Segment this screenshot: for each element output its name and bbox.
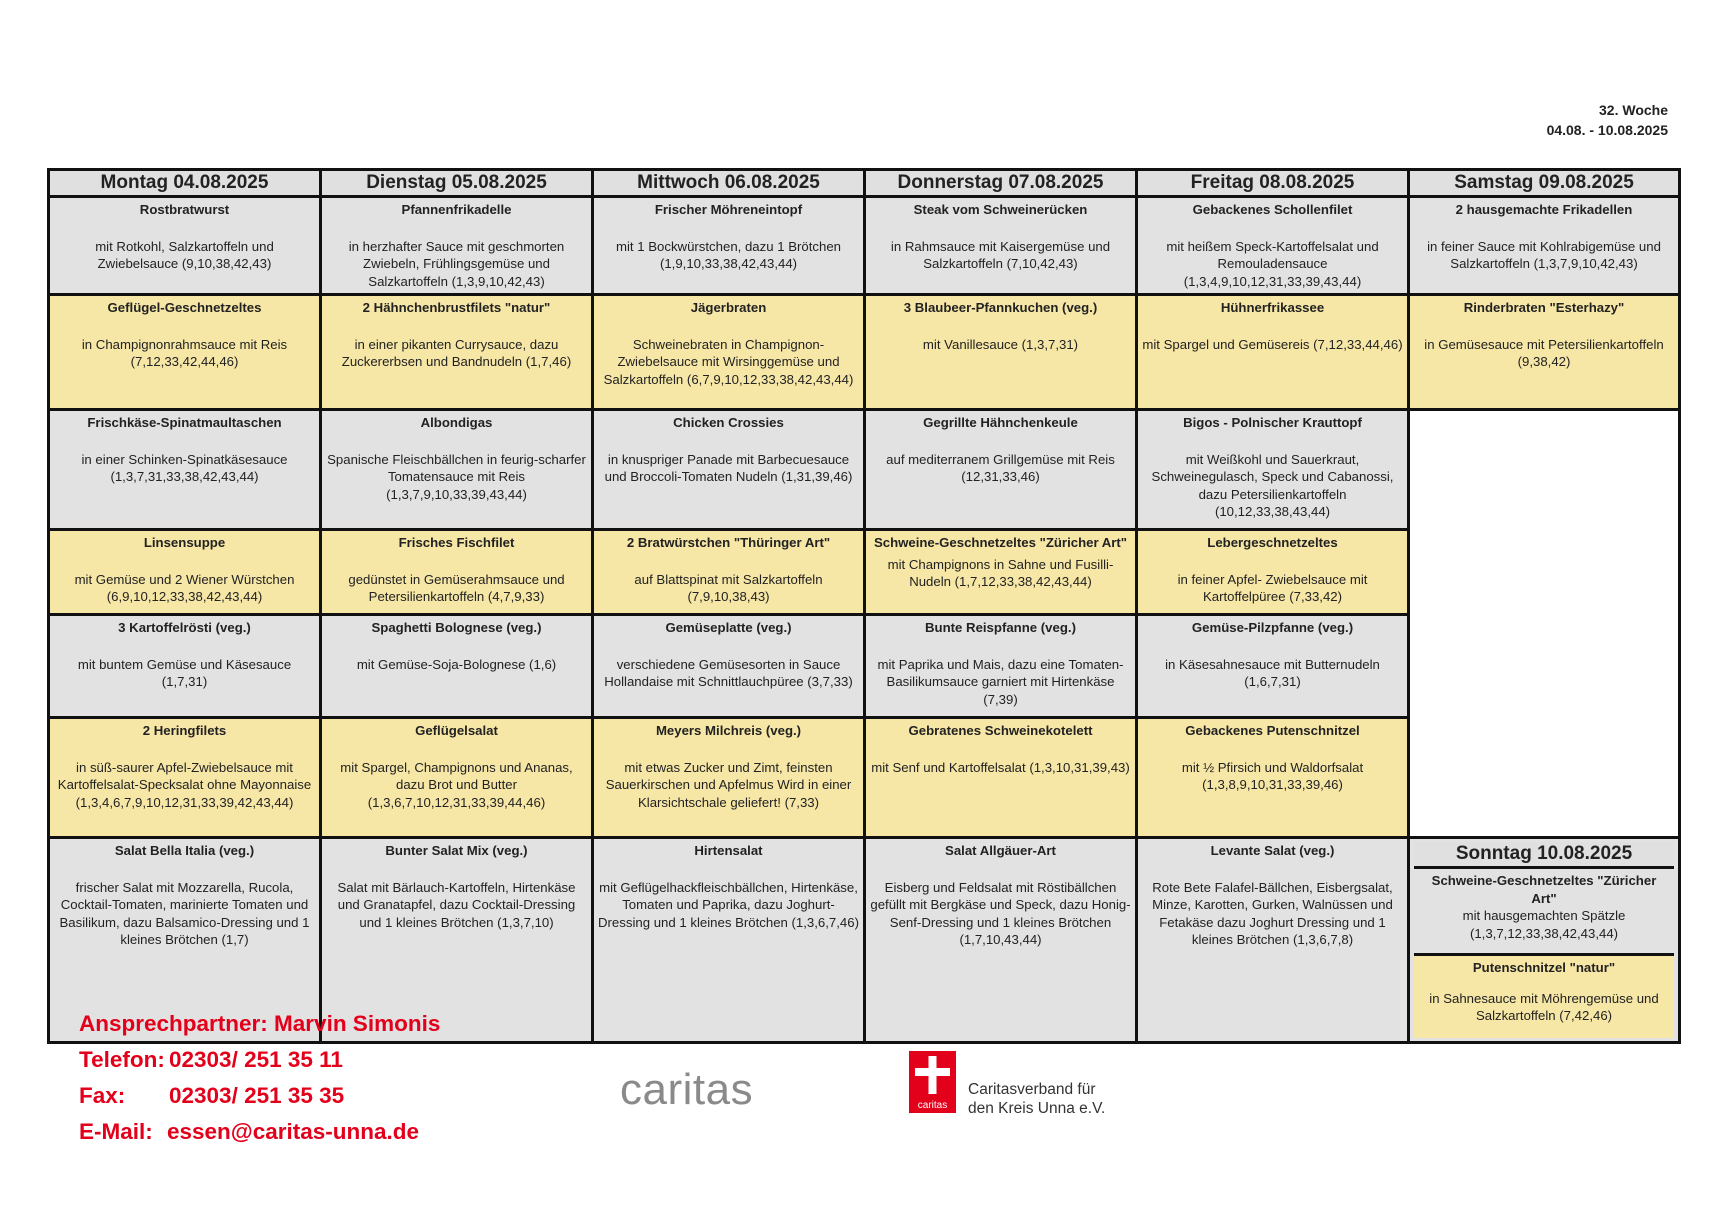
menu-cell bbox=[1137, 838, 1409, 1043]
dish-description: in feiner Apfel- Zwiebelsauce mit Kartoffelpüree (7,33,42) bbox=[1177, 571, 1368, 604]
dish-name: Bunter Salat Mix (veg.) bbox=[385, 843, 528, 858]
email-address[interactable]: essen@caritas-unna.de bbox=[167, 1119, 420, 1144]
header-row bbox=[49, 170, 1680, 197]
menu-cell bbox=[593, 530, 865, 615]
dish-name: Frischer Möhreneintopf bbox=[654, 202, 803, 217]
menu-cell bbox=[1137, 410, 1409, 530]
menu-cell bbox=[865, 410, 1137, 530]
dish-name: Salat Bella Italia (veg.) bbox=[114, 843, 255, 858]
dish-description: mit Spargel, Champignons und Ananas, dazu Brot und Butter (1,3,6,7,10,12,31,33,39,44,46) bbox=[340, 759, 573, 810]
dish-name: 2 Bratwürstchen "Thüringer Art" bbox=[626, 535, 831, 550]
dish-description: Eisberg und Feldsalat mit Röstibällchen gefüllt mit Bergkäse und Speck, dazu Honig-Senf-Dressing und 1 kleines Brötchen (1,7,10,43,44) bbox=[870, 879, 1131, 947]
dish-name: Albondigas bbox=[420, 415, 493, 430]
sunday-column bbox=[1409, 838, 1680, 1043]
week-range: 04.08. - 10.08.2025 bbox=[1546, 122, 1668, 138]
dish-description: mit Paprika und Mais, dazu eine Tomaten-Basilikumsauce garniert mit Hirtenkäse (7,39) bbox=[877, 656, 1124, 707]
menu-cell bbox=[1409, 197, 1680, 295]
menu-cell bbox=[1409, 295, 1680, 410]
empty-cell bbox=[1409, 410, 1680, 838]
dish-description: mit Gemüse und 2 Wiener Würstchen (6,9,10,12,33,38,42,43,44) bbox=[74, 571, 295, 604]
menu-cell bbox=[1137, 530, 1409, 615]
dish-name: Bunte Reispfanne (veg.) bbox=[925, 620, 1076, 635]
menu-cell bbox=[49, 197, 321, 295]
dish-name: Jägerbraten bbox=[690, 300, 767, 315]
menu-cell bbox=[1137, 718, 1409, 838]
menu-table bbox=[47, 168, 1681, 1044]
dish-name: Linsensuppe bbox=[143, 535, 226, 550]
dish-name: 3 Kartoffelrösti (veg.) bbox=[118, 620, 251, 635]
dish-description: in Rahmsauce mit Kaisergemüse und Salzkartoffeln (7,10,42,43) bbox=[890, 238, 1111, 271]
day-header-wednesday: Mittwoch 06.08.2025 bbox=[593, 170, 865, 197]
dish-description: mit ½ Pfirsich und Waldorfsalat (1,3,8,9,10,31,33,39,46) bbox=[1181, 759, 1364, 792]
menu-cell bbox=[321, 410, 593, 530]
menu-cell bbox=[1414, 869, 1674, 956]
dish-name: Hühnerfrikassee bbox=[1220, 300, 1325, 315]
menu-cell bbox=[49, 530, 321, 615]
contact-person: Ansprechpartner: Marvin Simonis bbox=[79, 1011, 441, 1036]
dish-description: in knuspriger Panade mit Barbecuesauce und Broccoli-Tomaten Nudeln (1,31,39,46) bbox=[604, 451, 853, 484]
dish-name: Pfannenfrikadelle bbox=[401, 202, 512, 217]
dish-name: Meyers Milchreis (veg.) bbox=[655, 723, 802, 738]
dish-name: 3 Blaubeer-Pfannkuchen (veg.) bbox=[903, 300, 1098, 315]
menu-cell bbox=[865, 615, 1137, 718]
dish-description: auf Blattspinat mit Salzkartoffeln (7,9,10,38,43) bbox=[634, 571, 823, 604]
dish-name: Steak vom Schweinerücken bbox=[913, 202, 1088, 217]
menu-cell bbox=[865, 197, 1137, 295]
menu-cell bbox=[1137, 197, 1409, 295]
dish-name: Putenschnitzel "natur" bbox=[1472, 960, 1616, 975]
dish-name: Rostbratwurst bbox=[139, 202, 230, 217]
week-label: 32. Woche bbox=[1599, 102, 1668, 118]
contact-block bbox=[79, 1006, 440, 1150]
dish-description: in süß-saurer Apfel-Zwiebelsauce mit Kartoffelsalat-Specksalat ohne Mayonnaise (1,3,4,6,7,9,10,12,31,33,39,42,43,44) bbox=[57, 759, 312, 810]
menu-cell bbox=[865, 295, 1137, 410]
dish-name: Frisches Fischfilet bbox=[398, 535, 515, 550]
dish-description: in feiner Sauce mit Kohlrabigemüse und Salzkartoffeln (1,3,7,9,10,42,43) bbox=[1427, 238, 1661, 271]
dish-name: Gemüseplatte (veg.) bbox=[665, 620, 792, 635]
menu-cell bbox=[593, 295, 865, 410]
contact-phone-line bbox=[79, 1042, 440, 1078]
menu-cell bbox=[321, 530, 593, 615]
menu-cell bbox=[865, 718, 1137, 838]
dish-name: Schweine-Geschnetzeltes "Züricher Art" bbox=[873, 535, 1128, 550]
dish-description: mit Gemüse-Soja-Bolognese (1,6) bbox=[356, 656, 557, 672]
menu-cell bbox=[321, 197, 593, 295]
phone-label: Telefon: bbox=[79, 1047, 165, 1072]
menu-cell bbox=[593, 718, 865, 838]
dish-description: mit Spargel und Gemüsereis (7,12,33,44,46) bbox=[1142, 336, 1403, 352]
menu-cell bbox=[593, 197, 865, 295]
dish-description: Spanische Fleischbällchen in feurig-scharfer Tomatensauce mit Reis (1,3,7,9,10,33,39,43,44) bbox=[327, 451, 586, 502]
dish-description: auf mediterranem Grillgemüse mit Reis (12,31,33,46) bbox=[886, 451, 1115, 484]
week-info bbox=[1547, 100, 1668, 140]
dish-description: mit Senf und Kartoffelsalat (1,3,10,31,39,43) bbox=[871, 759, 1130, 775]
menu-row bbox=[49, 197, 1680, 295]
dish-description: mit buntem Gemüse und Käsesauce (1,7,31) bbox=[77, 656, 292, 689]
dish-name: Gebackenes Putenschnitzel bbox=[1185, 723, 1360, 738]
org-line-1: Caritasverband für bbox=[968, 1081, 1096, 1098]
menu-cell bbox=[1137, 615, 1409, 718]
dish-description: in einer pikanten Currysauce, dazu Zuckererbsen und Bandnudeln (1,7,46) bbox=[341, 336, 572, 369]
dish-description: mit Weißkohl und Sauerkraut, Schweinegulasch, Speck und Cabanossi, dazu Petersilienkartoffeln (10,12,33,38,43,44) bbox=[1151, 451, 1394, 519]
menu-cell bbox=[49, 295, 321, 410]
dish-description: mit Vanillesauce (1,3,7,31) bbox=[922, 336, 1079, 352]
organisation-name bbox=[968, 1080, 1105, 1118]
menu-cell bbox=[865, 530, 1137, 615]
day-header-tuesday: Dienstag 05.08.2025 bbox=[321, 170, 593, 197]
menu-cell bbox=[49, 718, 321, 838]
dish-name: 2 Hähnchenbrustfilets "natur" bbox=[362, 300, 551, 315]
dish-name: 2 Heringfilets bbox=[142, 723, 227, 738]
menu-cell bbox=[593, 410, 865, 530]
dish-name: Geflügel-Geschnetzeltes bbox=[107, 300, 262, 315]
day-header-sunday: Sonntag 10.08.2025 bbox=[1414, 842, 1674, 869]
dish-name: Spaghetti Bolognese (veg.) bbox=[371, 620, 542, 635]
menu-cell bbox=[321, 718, 593, 838]
email-label: E-Mail: bbox=[79, 1119, 153, 1144]
contact-fax-line bbox=[79, 1078, 440, 1114]
fax-number: 02303/ 251 35 35 bbox=[169, 1083, 345, 1108]
caritas-wordmark: caritas bbox=[620, 1065, 754, 1114]
contact-email-line bbox=[79, 1114, 440, 1150]
menu-row bbox=[49, 295, 1680, 410]
dish-name: Rinderbraten "Esterhazy" bbox=[1463, 300, 1625, 315]
day-header-thursday: Donnerstag 07.08.2025 bbox=[865, 170, 1137, 197]
caritas-cross-logo-icon bbox=[909, 1051, 956, 1113]
dish-name: Geflügelsalat bbox=[415, 723, 498, 738]
dish-description: in Sahnesauce mit Möhrengemüse und Salzkartoffeln (7,42,46) bbox=[1429, 990, 1659, 1023]
dish-name: Salat Allgäuer-Art bbox=[945, 843, 1056, 858]
menu-cell bbox=[593, 838, 865, 1043]
phone-number: 02303/ 251 35 11 bbox=[169, 1047, 343, 1072]
menu-cell bbox=[321, 615, 593, 718]
dish-description: Salat mit Bärlauch-Kartoffeln, Hirtenkäse und Granatapfel, dazu Cocktail-Dressing und 1 kleines Brötchen (1,3,7,10) bbox=[337, 879, 576, 930]
dish-description: mit 1 Bockwürstchen, dazu 1 Brötchen (1,9,10,33,38,42,43,44) bbox=[615, 238, 842, 271]
dish-name: Frischkäse-Spinatmaultaschen bbox=[87, 415, 282, 430]
dish-description: mit Geflügelhackfleischbällchen, Hirtenkäse, Tomaten und Paprika, dazu Joghurt-Dressing und 1 kleines Brötchen (1,3,6,7,46) bbox=[598, 879, 859, 930]
day-header-saturday: Samstag 09.08.2025 bbox=[1409, 170, 1680, 197]
logo-text: caritas bbox=[917, 1100, 948, 1111]
dish-name: Levante Salat (veg.) bbox=[1210, 843, 1335, 858]
menu-cell bbox=[865, 838, 1137, 1043]
menu-cell bbox=[49, 410, 321, 530]
dish-description: mit heißem Speck-Kartoffelsalat und Remouladensauce (1,3,4,9,10,12,31,33,39,43,44) bbox=[1166, 238, 1379, 289]
dish-description: in Champignonrahmsauce mit Reis (7,12,33,42,44,46) bbox=[81, 336, 288, 369]
day-header-friday: Freitag 08.08.2025 bbox=[1137, 170, 1409, 197]
dish-name: Gegrillte Hähnchenkeule bbox=[923, 415, 1078, 430]
dish-name: Hirtensalat bbox=[694, 843, 763, 858]
dish-description: mit hausgemachten Spätzle (1,3,7,12,33,38,42,43,44) bbox=[1462, 908, 1626, 941]
menu-cell bbox=[49, 615, 321, 718]
dish-name: Gebratenes Schweinekotelett bbox=[908, 723, 1093, 738]
dish-description: mit Champignons in Sahne und Fusilli-Nudeln (1,7,12,33,38,42,43,44) bbox=[887, 556, 1114, 589]
dish-name: Gebackenes Schollenfilet bbox=[1192, 202, 1353, 217]
dish-name: Bigos - Polnischer Krauttopf bbox=[1183, 415, 1362, 430]
org-line-2: den Kreis Unna e.V. bbox=[968, 1100, 1106, 1117]
menu-cell bbox=[593, 615, 865, 718]
dish-description: frischer Salat mit Mozzarella, Rucola, Cocktail-Tomaten, marinierte Tomaten und Basilikum, dazu Balsamico-Dressing und 1 kleines Brötchen (1,7) bbox=[59, 879, 310, 947]
dish-name: Schweine-Geschnetzeltes "Züricher Art" bbox=[1431, 873, 1657, 906]
dish-description: mit etwas Zucker und Zimt, feinsten Sauerkirschen und Apfelmus Wird in einer Klarsichtschale geliefert! (7,33) bbox=[605, 759, 852, 810]
dish-name: Gemüse-Pilzpfanne (veg.) bbox=[1191, 620, 1354, 635]
dish-description: gedünstet in Gemüserahmsauce und Petersilienkartoffeln (4,7,9,33) bbox=[348, 571, 565, 604]
dish-name: Chicken Crossies bbox=[673, 415, 784, 430]
menu-cell bbox=[1137, 295, 1409, 410]
menu-row bbox=[49, 410, 1680, 530]
dish-description: verschiedene Gemüsesorten in Sauce Hollandaise mit Schnittlauchpüree (3,7,33) bbox=[604, 656, 853, 689]
dish-description: Rote Bete Falafel-Bällchen, Eisbergsalat, Minze, Karotten, Gurken, Walnüssen und Fetakäse dazu Joghurt Dressing und 1 kleines Brötchen (1,3,6,7,8) bbox=[1152, 879, 1393, 947]
dish-name: Lebergeschnetzeltes bbox=[1207, 535, 1338, 550]
dish-description: in Gemüsesauce mit Petersilienkartoffeln (9,38,42) bbox=[1424, 336, 1664, 369]
dish-description: in herzhafter Sauce mit geschmorten Zwiebeln, Frühlingsgemüse und Salzkartoffeln (1,3,9,10,42,43) bbox=[348, 238, 565, 289]
dish-description: in einer Schinken-Spinatkäsesauce (1,3,7,31,33,38,42,43,44) bbox=[81, 451, 288, 484]
menu-cell bbox=[321, 295, 593, 410]
dish-name: 2 hausgemachte Frikadellen bbox=[1455, 202, 1633, 217]
dish-description: mit Rotkohl, Salzkartoffeln und Zwiebelsauce (9,10,38,42,43) bbox=[95, 238, 274, 271]
fax-label: Fax: bbox=[79, 1083, 126, 1108]
dish-description: in Käsesahnesauce mit Butternudeln (1,6,7,31) bbox=[1165, 656, 1380, 689]
day-header-monday: Montag 04.08.2025 bbox=[49, 170, 321, 197]
menu-cell bbox=[1414, 956, 1674, 1038]
dish-description: Schweinebraten in Champignon-Zwiebelsauce mit Wirsinggemüse und Salzkartoffeln (6,7,9,10,12,33,38,42,43,44) bbox=[603, 336, 854, 387]
